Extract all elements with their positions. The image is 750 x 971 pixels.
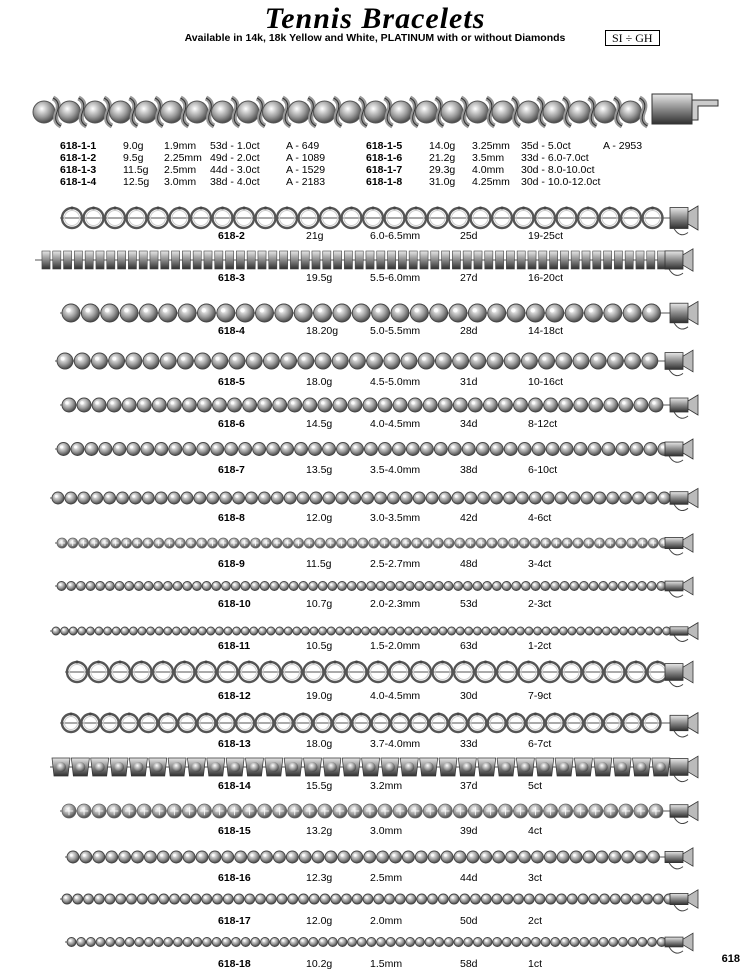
bracelet-count: 58d: [460, 958, 478, 970]
bracelet-id: 618-15: [218, 825, 251, 837]
variant-stones: 33d - 6.0-7.0ct: [521, 152, 589, 164]
variant-weight: 21.2g: [429, 152, 456, 164]
bracelet-size: 2.5mm: [370, 872, 403, 884]
bracelet-size: 6.0-6.5mm: [370, 230, 421, 242]
bracelet-id: 618-2: [218, 230, 245, 242]
bracelet-id: 618-13: [218, 738, 251, 750]
variant-id: 618-1-7: [366, 164, 403, 176]
bracelet-size: 4.0-4.5mm: [370, 690, 421, 702]
bracelet-size: 1.5mm: [370, 958, 403, 970]
variant-size: 1.9mm: [164, 140, 197, 152]
bracelet-carat: 2ct: [528, 915, 543, 927]
bracelet-count: 30d: [460, 690, 478, 702]
bracelet-id: 618-14: [218, 780, 251, 792]
variant-stones: 53d - 1.0ct: [210, 140, 260, 152]
variant-stones: 35d - 5.0ct: [521, 140, 571, 152]
bracelet-count: 34d: [460, 418, 478, 430]
variant-id: 618-1-4: [60, 176, 97, 188]
bracelet-weight: 12.0g: [306, 915, 333, 927]
bracelet-image: [55, 432, 705, 466]
bracelet-weight: 12.0g: [306, 512, 333, 524]
variant-id: 618-1-6: [366, 152, 403, 164]
variant-stones: 30d - 10.0-12.0ct: [521, 176, 601, 188]
bracelet-count: 28d: [460, 325, 478, 337]
bracelet-size: 3.0mm: [370, 825, 403, 837]
bracelet-weight: 14.5g: [306, 418, 333, 430]
variant-weight: 11.5g: [123, 164, 149, 176]
bracelet-count: 50d: [460, 915, 478, 927]
bracelet-count: 38d: [460, 464, 478, 476]
variant-stones: 38d - 4.0ct: [210, 176, 260, 188]
bracelet-size: 5.5-6.0mm: [370, 272, 421, 284]
bracelet-id: 618-10: [218, 598, 251, 610]
bracelet-carat: 5ct: [528, 780, 543, 792]
bracelet-weight: 19.5g: [306, 272, 333, 284]
bracelet-weight: 19.0g: [306, 690, 333, 702]
bracelet-id: 618-5: [218, 376, 245, 388]
bracelet-carat: 8-12ct: [528, 418, 558, 430]
bracelet-image: [65, 842, 705, 872]
bracelet-weight: 15.5g: [306, 780, 333, 792]
bracelet-weight: 10.7g: [306, 598, 333, 610]
bracelet-count: 42d: [460, 512, 478, 524]
bracelet-size: 4.0-4.5mm: [370, 418, 421, 430]
bracelet-id: 618-6: [218, 418, 245, 430]
bracelet-618-1-image: [30, 80, 730, 140]
bracelet-image: [55, 342, 705, 380]
bracelet-id: 618-3: [218, 272, 245, 284]
variant-id: 618-1-5: [366, 140, 403, 152]
bracelet-count: 31d: [460, 376, 478, 388]
bracelet-carat: 4-6ct: [528, 512, 552, 524]
variant-size: 2.25mm: [164, 152, 202, 164]
bracelet-carat: 10-16ct: [528, 376, 564, 388]
bracelet-carat: 14-18ct: [528, 325, 564, 337]
variant-weight: 12.5g: [123, 176, 150, 188]
bracelet-image: [55, 572, 705, 600]
bracelet-weight: 18.0g: [306, 738, 333, 750]
variant-code: A - 2183: [286, 176, 326, 188]
bracelet-size: 1.5-2.0mm: [370, 640, 421, 652]
variant-code: A - 649: [286, 140, 320, 152]
bracelet-image: [55, 528, 705, 558]
bracelet-id: 618-16: [218, 872, 251, 884]
bracelet-weight: 10.5g: [306, 640, 333, 652]
bracelet-carat: 3ct: [528, 872, 543, 884]
bracelet-count: 48d: [460, 558, 478, 570]
variant-code: A - 2953: [603, 140, 643, 152]
variant-weight: 14.0g: [429, 140, 456, 152]
variant-weight: 9.0g: [123, 140, 144, 152]
bracelet-carat: 4ct: [528, 825, 543, 837]
bracelet-size: 5.0-5.5mm: [370, 325, 421, 337]
bracelet-carat: 7-9ct: [528, 690, 552, 702]
bracelet-weight: 13.2g: [306, 825, 333, 837]
variant-stones: 49d - 2.0ct: [210, 152, 260, 164]
bracelet-carat: 19-25ct: [528, 230, 564, 242]
bracelet-count: 37d: [460, 780, 478, 792]
bracelet-carat: 2-3ct: [528, 598, 552, 610]
grade-badge: SI ÷ GH: [605, 30, 660, 46]
bracelet-weight: 10.2g: [306, 958, 333, 970]
bracelet-id: 618-12: [218, 690, 251, 702]
bracelet-weight: 13.5g: [306, 464, 333, 476]
bracelet-id: 618-18: [218, 958, 251, 970]
variant-size: 3.5mm: [472, 152, 505, 164]
bracelet-count: 63d: [460, 640, 478, 652]
bracelet-weight: 18.20g: [306, 325, 339, 337]
bracelet-weight: 11.5g: [306, 558, 332, 570]
variant-size: 2.5mm: [164, 164, 197, 176]
variant-id: 618-1-1: [60, 140, 97, 152]
bracelet-size: 3.0-3.5mm: [370, 512, 421, 524]
page-subtitle: Available in 14k, 18k Yellow and White, PLATINUM with or without Diamonds: [184, 32, 566, 44]
bracelet-count: 25d: [460, 230, 478, 242]
variant-size: 3.0mm: [164, 176, 197, 188]
variant-size: 3.25mm: [472, 140, 510, 152]
variant-stones: 44d - 3.0ct: [210, 164, 260, 176]
variant-code: A - 1529: [286, 164, 326, 176]
bracelet-image: [65, 653, 705, 691]
bracelet-image: [65, 928, 705, 956]
page-number: 618: [721, 953, 740, 965]
variant-id: 618-1-3: [60, 164, 97, 176]
variant-weight: 31.0g: [429, 176, 456, 188]
variant-weight: 9.5g: [123, 152, 144, 164]
bracelet-weight: 18.0g: [306, 376, 333, 388]
variant-size: 4.0mm: [472, 164, 505, 176]
bracelet-count: 44d: [460, 872, 478, 884]
bracelet-carat: 6-7ct: [528, 738, 552, 750]
bracelet-carat: 3-4ct: [528, 558, 552, 570]
bracelet-image: [60, 795, 710, 827]
bracelet-size: 4.5-5.0mm: [370, 376, 421, 388]
bracelet-size: 3.5-4.0mm: [370, 464, 421, 476]
variant-weight: 29.3g: [429, 164, 456, 176]
bracelet-carat: 1ct: [528, 958, 543, 970]
bracelet-id: 618-4: [218, 325, 245, 337]
bracelet-weight: 21g: [306, 230, 324, 242]
bracelet-count: 39d: [460, 825, 478, 837]
bracelet-image: [60, 388, 710, 422]
bracelet-count: 53d: [460, 598, 478, 610]
bracelet-size: 2.0mm: [370, 915, 403, 927]
bracelet-count: 27d: [460, 272, 478, 284]
bracelet-size: 3.7-4.0mm: [370, 738, 421, 750]
bracelet-weight: 12.3g: [306, 872, 333, 884]
bracelet-id: 618-9: [218, 558, 245, 570]
bracelet-id: 618-11: [218, 640, 251, 652]
variant-size: 4.25mm: [472, 176, 510, 188]
variant-id: 618-1-8: [366, 176, 403, 188]
bracelet-image: [60, 884, 710, 914]
bracelet-carat: 6-10ct: [528, 464, 558, 476]
bracelet-count: 33d: [460, 738, 478, 750]
bracelet-id: 618-8: [218, 512, 245, 524]
variant-id: 618-1-2: [60, 152, 97, 164]
bracelet-size: 3.2mm: [370, 780, 403, 792]
bracelet-image: [50, 482, 710, 514]
bracelet-carat: 1-2ct: [528, 640, 552, 652]
bracelet-id: 618-7: [218, 464, 245, 476]
bracelet-size: 2.0-2.3mm: [370, 598, 421, 610]
variant-code: A - 1089: [286, 152, 326, 164]
bracelet-id: 618-17: [218, 915, 251, 927]
variant-stones: 30d - 8.0-10.0ct: [521, 164, 595, 176]
bracelet-carat: 16-20ct: [528, 272, 564, 284]
page-title: Tennis Bracelets: [264, 2, 486, 35]
bracelet-image: [60, 705, 710, 741]
bracelet-size: 2.5-2.7mm: [370, 558, 421, 570]
